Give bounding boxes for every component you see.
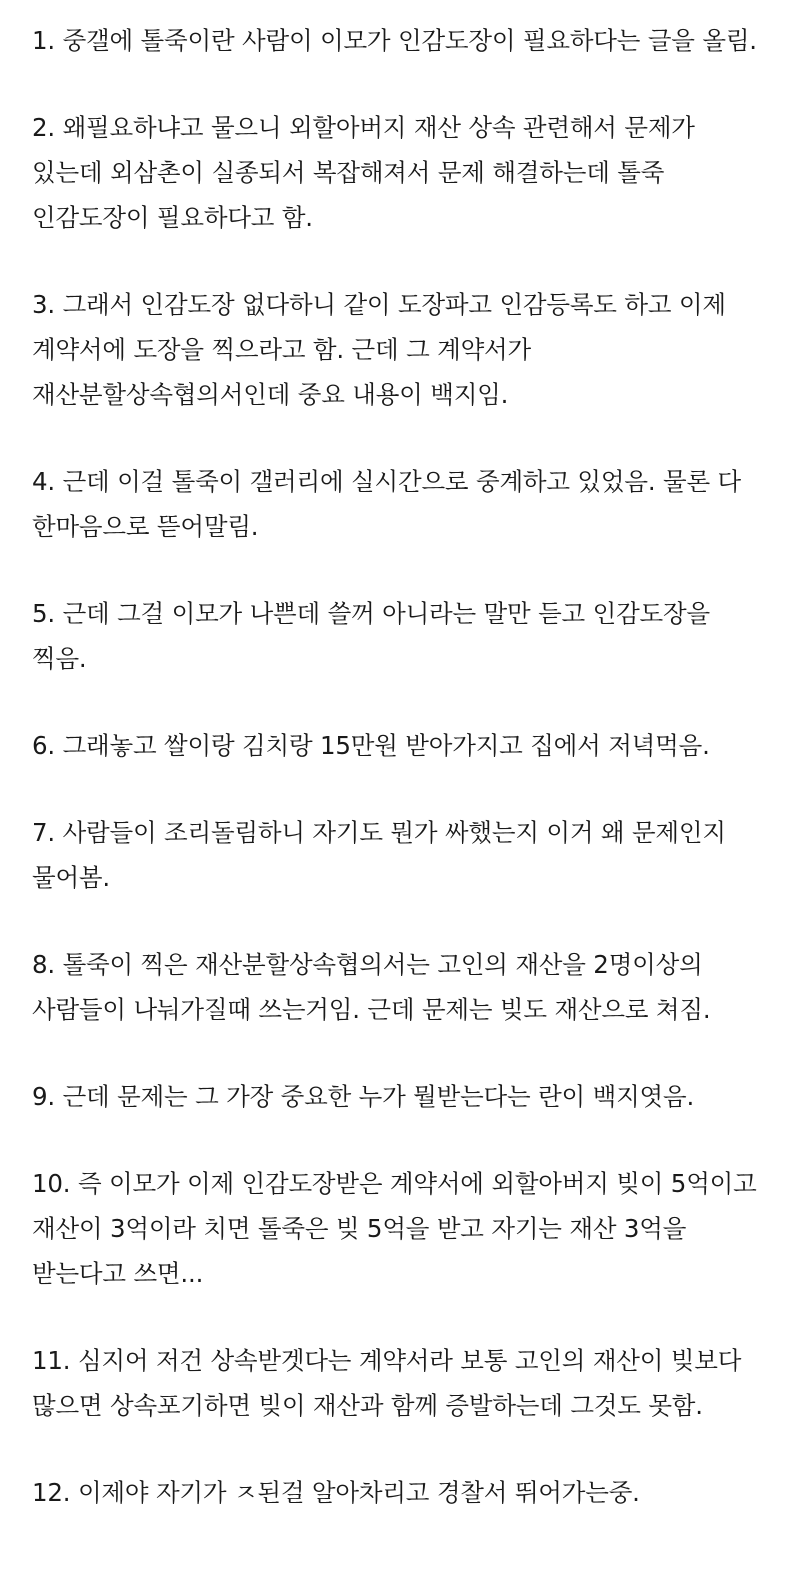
list-item: 4. 근데 이걸 톨죽이 갤러리에 실시간으로 중계하고 있었음. 물론 다 한마음으로 뜯어말림. (32, 467, 741, 541)
list-item: 6. 그래놓고 쌀이랑 김치랑 15만원 받아가지고 집에서 저녁먹음. (32, 731, 710, 760)
list-item: 10. 즉 이모가 이제 인감도장받은 계약서에 외할아버지 빚이 5억이고 재산이 3억이라 치면 톨죽은 빚 5억을 받고 자기는 재산 3억을 받는다고 쓰면... (32, 1169, 757, 1288)
list-item: 9. 근데 문제는 그 가장 중요한 누가 뭘받는다는 란이 백지엿음. (32, 1082, 695, 1111)
list-item: 5. 근데 그걸 이모가 나쁜데 쓸꺼 아니라는 말만 듣고 인감도장을 찍음. (32, 599, 710, 673)
list-item: 2. 왜필요하냐고 물으니 외할아버지 재산 상속 관련해서 문제가 있는데 외삼촌이 실종되서 복잡해져서 문제 해결하는데 톨죽 인감도장이 필요하다고 함. (32, 113, 695, 232)
list-item: 1. 중갤에 톨죽이란 사람이 이모가 인감도장이 필요하다는 글을 올림. (32, 26, 757, 55)
post-body (32, 18, 766, 1515)
list-item: 11. 심지어 저건 상속받겟다는 계약서라 보통 고인의 재산이 빚보다 많으면 상속포기하면 빚이 재산과 함께 증발하는데 그것도 못함. (32, 1346, 742, 1420)
list-item: 7. 사람들이 조리돌림하니 자기도 뭔가 싸했는지 이거 왜 문제인지 물어봄. (32, 818, 726, 892)
list-item: 3. 그래서 인감도장 없다하니 같이 도장파고 인감등록도 하고 이제 계약서에 도장을 찍으라고 함. 근데 그 계약서가 재산분할상속협의서인데 중요 내용이 백지임. (32, 290, 726, 409)
list-item: 8. 톨죽이 찍은 재산분할상속협의서는 고인의 재산을 2명이상의 사람들이 나눠가질때 쓰는거임. 근데 문제는 빚도 재산으로 쳐짐. (32, 950, 711, 1024)
list-item: 12. 이제야 자기가 ㅈ된걸 알아차리고 경찰서 뛰어가는중. (32, 1478, 640, 1507)
